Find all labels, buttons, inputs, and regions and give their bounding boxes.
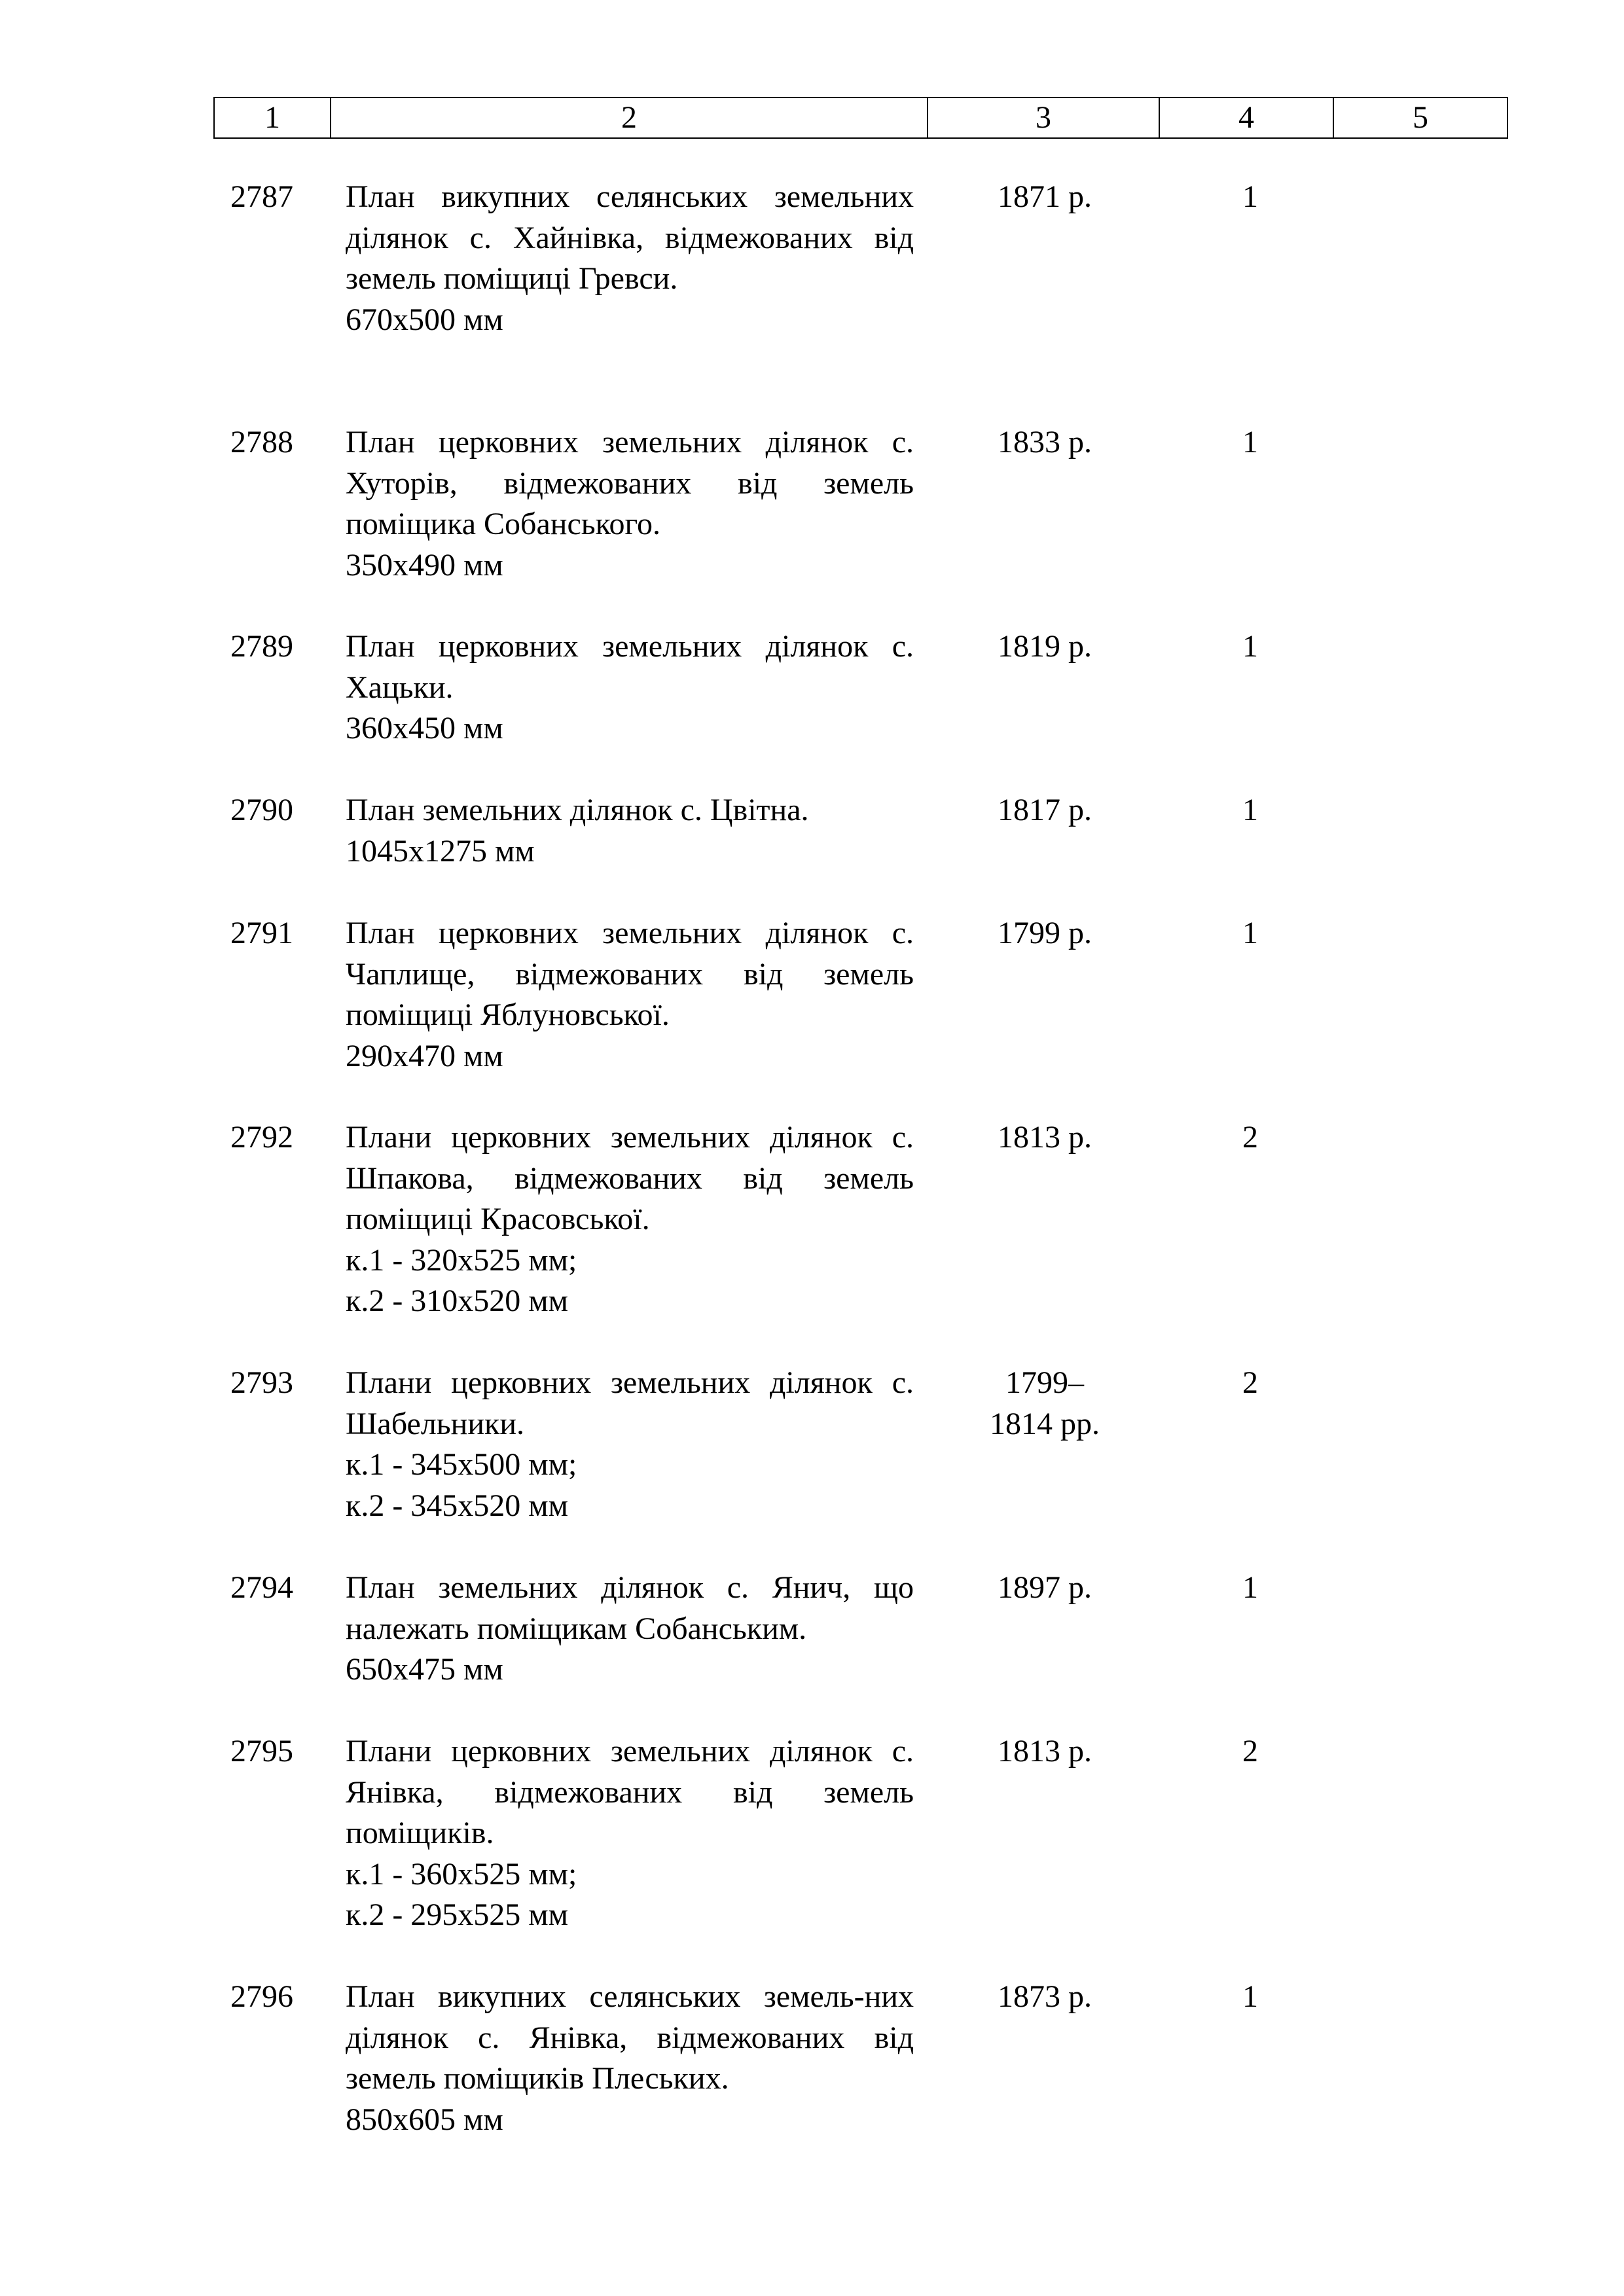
entry-size: 850x605 мм (346, 2102, 503, 2137)
entry-number: 2789 (230, 629, 293, 664)
entry-quantity: 2 (1242, 1365, 1258, 1400)
entry-description-text: План викупних селянських земель-них ділянок с. Янівка, відмежованих від земель поміщиків Плеських. (346, 1979, 914, 2096)
entry-size: 1045x1275 мм (346, 833, 535, 869)
entry-number: 2795 (230, 1734, 293, 1768)
entry-date (933, 1731, 1156, 1772)
entry-size: 650x475 мм (346, 1652, 503, 1687)
entry-description (346, 1568, 914, 1691)
entry-date-line: 1873 р. (998, 1979, 1092, 2014)
entry-date-line: 1817 р. (998, 793, 1092, 827)
entry-number: 2794 (230, 1570, 293, 1605)
entry-description-text: Плани церковних земельних ділянок с. Шпакова, відмежованих від земель поміщиці Красовської. (346, 1120, 914, 1236)
entry-date-line: 1799– (1005, 1365, 1084, 1400)
entry-description-text: План викупних селянських земельних ділянок с. Хайнівка, відмежованих від земель поміщиці Гревси. (346, 179, 914, 296)
entry-number: 2796 (230, 1979, 293, 2014)
entry-size: к.1 - 320x525 мм; (346, 1242, 577, 1278)
entry-description-text: План земельних ділянок с. Цвітна. (346, 793, 809, 827)
column-header-1: 1 (214, 98, 331, 138)
entry-date (933, 1363, 1156, 1444)
entry-description (346, 177, 914, 340)
entry-quantity: 1 (1242, 916, 1258, 950)
entry-number: 2787 (230, 179, 293, 214)
entry-quantity: 1 (1242, 629, 1258, 664)
entry-quantity: 1 (1242, 1979, 1258, 2014)
entry-size: 360x450 мм (346, 711, 503, 745)
entry-description (346, 1731, 914, 1936)
entry-date (933, 913, 1156, 954)
entry-description (346, 1977, 914, 2140)
entry-quantity: 1 (1242, 179, 1258, 214)
entry-description (346, 790, 914, 872)
entry-description (346, 1363, 914, 1526)
entry-date (933, 177, 1156, 218)
entry-date (933, 790, 1156, 831)
entry-date (933, 626, 1156, 668)
entry-description-text: План земельних ділянок с. Янич, що належать поміщикам Собанським. (346, 1570, 914, 1646)
column-header-2: 2 (331, 98, 928, 138)
entry-date-line: 1819 р. (998, 629, 1092, 664)
entry-number: 2791 (230, 916, 293, 950)
entry-description (346, 913, 914, 1077)
entry-date-line: 1813 р. (998, 1734, 1092, 1768)
column-header-5: 5 (1333, 98, 1507, 138)
entry-description-text: Плани церковних земельних ділянок с. Янівка, відмежованих від земель поміщиків. (346, 1734, 914, 1850)
entry-description (346, 626, 914, 749)
entry-date-line: 1813 р. (998, 1120, 1092, 1155)
entry-size: к.1 - 360x525 мм; (346, 1856, 577, 1892)
entry-size: к.2 - 345x520 мм (346, 1488, 569, 1523)
entry-description (346, 422, 914, 586)
entry-quantity: 1 (1242, 1570, 1258, 1605)
column-header-row (214, 98, 1507, 138)
entry-date (933, 422, 1156, 463)
entry-description-text: План церковних земельних ділянок с. Чаплище, відмежованих від земель поміщиці Яблуновської. (346, 916, 914, 1032)
entry-size: к.2 - 310x520 мм (346, 1283, 569, 1318)
entry-date (933, 1977, 1156, 2018)
entry-number: 2788 (230, 425, 293, 459)
entry-description (346, 1117, 914, 1322)
entry-date-line: 1799 р. (998, 916, 1092, 950)
entry-number: 2792 (230, 1120, 293, 1155)
entry-date (933, 1568, 1156, 1609)
entry-size: 670x500 мм (346, 302, 503, 337)
entry-size: 290x470 мм (346, 1038, 503, 1073)
entry-size: к.2 - 295x525 мм (346, 1897, 569, 1932)
entry-size: к.1 - 345x500 мм; (346, 1447, 577, 1482)
entry-description-text: Плани церковних земельних ділянок с. Шабельники. (346, 1365, 914, 1441)
column-header-4: 4 (1159, 98, 1333, 138)
entry-date-line: 1814 рр. (990, 1406, 1100, 1441)
entry-description-text: План церковних земельних ділянок с. Хацьки. (346, 629, 914, 705)
entry-quantity: 2 (1242, 1120, 1258, 1155)
entry-number: 2790 (230, 793, 293, 827)
entry-date (933, 1117, 1156, 1158)
entry-date-line: 1871 р. (998, 179, 1092, 214)
entry-date-line: 1897 р. (998, 1570, 1092, 1605)
entry-number: 2793 (230, 1365, 293, 1400)
entry-quantity: 1 (1242, 793, 1258, 827)
entry-date-line: 1833 р. (998, 425, 1092, 459)
column-header-3: 3 (928, 98, 1159, 138)
entry-quantity: 2 (1242, 1734, 1258, 1768)
column-header-table (213, 97, 1508, 139)
entry-description-text: План церковних земельних ділянок с. Хуторів, відмежованих від земель поміщика Собанського. (346, 425, 914, 541)
entry-quantity: 1 (1242, 425, 1258, 459)
entry-size: 350x490 мм (346, 547, 503, 583)
